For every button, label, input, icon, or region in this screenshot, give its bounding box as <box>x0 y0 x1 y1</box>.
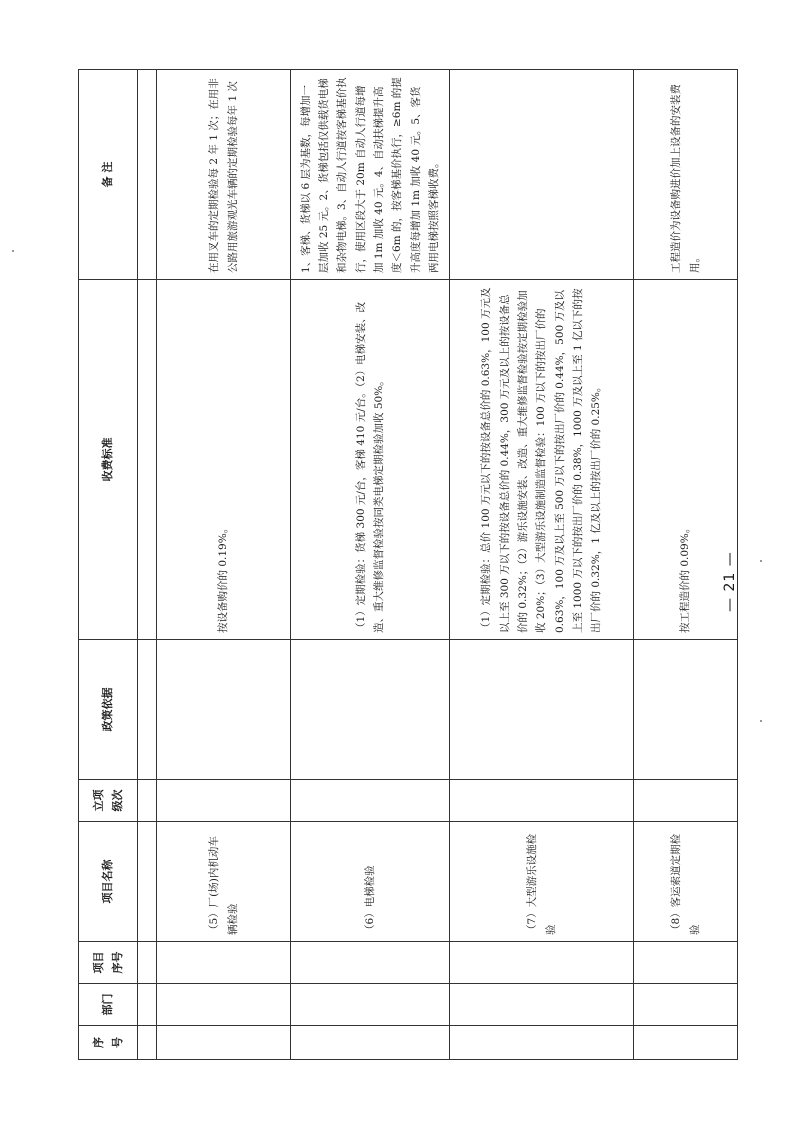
header-item-name: 项目名称 <box>79 822 138 942</box>
table-row <box>450 70 634 1060</box>
fee-standard-cell: （1）定期检验：总价 100 万元以下的按设备总价的 0.63%，100 万元及以上至 300 万以下的按设备总价的 0.44%，300 万元及以上的按设备总价的 0.32%；（2）游乐设施安装、改造、重大维修监督检验按定期检验加收 20%；（3）大型游乐设施制造监督检验：100 万以下的按出厂价的 0.63%，100 万及以上至 500 万以下的按出厂价的 0.44%，500 万及以上至 1000 万以下的按出厂价的 0.38%，1000 万及以上至 1 亿以下的按出厂价的 0.32%，1 亿及以上的按出厂价的 0.25%。 <box>450 280 634 640</box>
header-remarks: 备 注 <box>79 70 138 280</box>
scan-speck <box>12 250 14 252</box>
fee-standard-cell: （1）定期检验：货梯 300 元/台，客梯 410 元/台。（2）电梯安装、改造、重大维修监督检验按同类电梯定期检验加收 50%。 <box>291 280 450 640</box>
header-standard: 收费标准 <box>79 280 138 640</box>
header-policy: 政策依据 <box>79 640 138 780</box>
fee-standard-cell: 按设备购价的 0.19%。 <box>157 280 291 640</box>
item-name-cell: （5）厂(场)内机动车辆检验 <box>157 822 291 942</box>
fee-standard-table <box>78 69 738 1060</box>
item-name-cell: （7）大型游乐设施检验 <box>450 822 634 942</box>
remarks-cell: 1、客梯、货梯以 6 层为基数，每增加一层加收 25 元。2、货梯包括仅供载货电梯和杂物电梯。3、自动人行道按客梯基价执行，使用区段大于 20m 自动人行道每增加 1m 加收 40 元。4、自动扶梯提升高度＜6m 的，按客梯基价执行，≥6m 的提升高度每增加 1m 加收 40 元。5、客货两用电梯按照客梯收费。 <box>291 70 450 280</box>
page-number: — 21 — <box>722 551 738 612</box>
remarks-cell: 工程造价为设备购进价加上设备的安装费用。 <box>634 70 738 280</box>
header-level: 立项级次 <box>79 780 138 822</box>
fee-standard-cell: 按工程造价的 0.09%。 <box>634 280 738 640</box>
item-name-cell: （6）电梯检验 <box>291 822 450 942</box>
table-row <box>291 70 450 1060</box>
item-name-cell: （8）客运索道定期检验 <box>634 822 738 942</box>
header-item-seq: 项目序号 <box>79 942 138 984</box>
header-row <box>79 70 138 1060</box>
table-row <box>157 70 291 1060</box>
scan-speck <box>760 560 762 562</box>
header-seq: 序号 <box>79 1026 138 1060</box>
scan-speck <box>760 720 762 722</box>
header-dept: 部门 <box>79 984 138 1026</box>
remarks-cell <box>450 70 634 280</box>
spacer-row <box>138 70 157 1060</box>
remarks-cell: 在用叉车的定期检验每 2 年 1 次；在用非公路用旅游观光车辆的定期检验每年 1 次 <box>157 70 291 280</box>
